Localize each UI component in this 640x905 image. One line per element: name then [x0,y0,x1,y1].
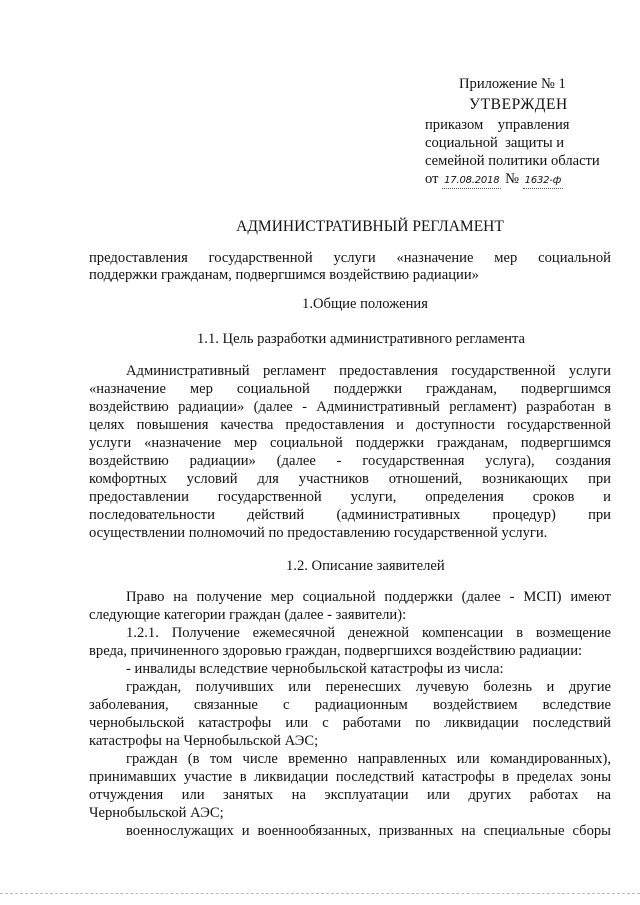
document-title: АДМИНИСТРАТИВНЫЙ РЕГЛАМЕНТ [236,218,504,235]
handwritten-date: 17.08.2018 [442,174,501,189]
subtitle-line-1: предоставления государственной услуги «назначение мер социальной [89,250,611,266]
para1-line: целях повышения качества предоставления и доступности государственной [89,417,611,433]
para3-last-line: вреда, причиненного здоровью граждан, подвергшихся воздействию радиации: [89,643,583,659]
order-date-row [425,171,563,189]
approved-label: УТВЕРЖДЕН [469,96,568,113]
para5-line: отчуждения или занятых на эксплуатации или других работах на [89,787,611,803]
from-label: от [425,171,439,187]
para3-line: 1.2.1. Получение ежемесячной денежной компенсации в возмещение [126,625,611,641]
para1-line: Административный регламент предоставления государственной услуги [126,363,611,379]
para5-line: принимавших участие в ликвидации последствий катастрофы в пределах зоны [89,769,611,785]
para6-line: военнослужащих и военнообязанных, призванных на специальные сборы [126,823,611,839]
para1-line: «назначение мер социальной поддержки гражданам, подвергшимся [89,381,611,397]
order-line-3: семейной политики области [425,153,600,169]
scan-edge-line [0,893,640,894]
para5-last-line: Чернобыльской АЭС; [89,805,224,821]
order-line-2: социальной защиты и [425,135,565,151]
para1-line: последовательности действий (административных процедур) при [89,507,611,523]
section-heading: 1.Общие положения [302,296,428,312]
para4-last-line: катастрофы на Чернобыльской АЭС; [89,733,319,749]
para4-line: чернобыльской катастрофы или с работами по ликвидации последствий [89,715,611,731]
para4-line: заболевания, связанные с радиационным воздействием вследствие [89,697,611,713]
list-item-disabled: - инвалиды вследствие чернобыльской катастрофы из числа: [126,661,504,677]
para1-line: воздействию радиации» (далее - государственная услуга), создания [89,453,611,469]
para2-last-line: следующие категории граждан (далее - заявители): [89,607,407,623]
para1-line: предоставлении государственной услуги, определения сроков и [89,489,611,505]
para5-line: граждан (в том числе временно направленных или командированных), [126,751,611,767]
subtitle-line-2: поддержки гражданам, подвергшимся воздействию радиации» [89,267,479,283]
para4-line: граждан, получивших или перенесших лучевую болезнь и другие [126,679,611,695]
number-label: № [505,171,519,187]
handwritten-number: 1632-ф [523,174,563,189]
para1-last-line: осуществлении полномочий по предоставлению государственной услуги. [89,525,548,541]
order-line-1: приказом управления [425,117,570,133]
para1-line: воздействию радиации» (далее - Административный регламент) разработан в [89,399,611,415]
para1-line: услуги «назначение мер социальной поддержки гражданам, подвергшимся [89,435,611,451]
subsection-heading-1-2: 1.2. Описание заявителей [286,558,445,574]
para2-line: Право на получение мер социальной поддержки (далее - МСП) имеют [126,589,611,605]
subsection-heading-1-1: 1.1. Цель разработки административного регламента [197,331,525,347]
para1-line: комфортных условий для участников отношений, возникающих при [89,471,611,487]
appendix-label: Приложение № 1 [459,76,566,92]
